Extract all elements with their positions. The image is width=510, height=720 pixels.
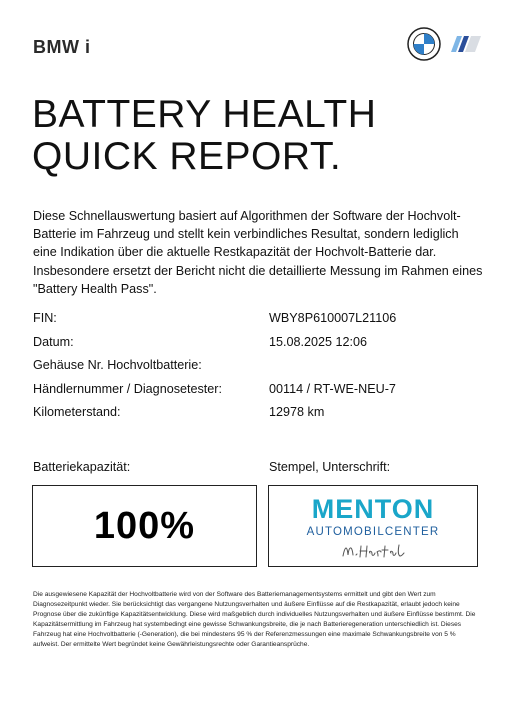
field-value: 12978 km [269, 405, 325, 419]
report-title-line-1: BATTERY HEALTH [32, 93, 377, 136]
field-value: 15.08.2025 12:06 [269, 334, 368, 349]
stamp-label: Stempel, Unterschrift: [269, 460, 391, 474]
bmw-i-stripes-icon [451, 36, 481, 52]
report-title-line-2: QUICK REPORT. [32, 135, 342, 178]
stamp-dealer-name: MENTON [311, 494, 435, 524]
field-label: Kilometerstand: [33, 405, 121, 419]
field-label: FIN: [33, 311, 57, 325]
dealer-stamp [268, 485, 478, 567]
field-label: Händlernummer / Diagnosetester: [33, 381, 222, 396]
field-row-fin [33, 311, 483, 335]
field-label: Gehäuse Nr. Hochvoltbatterie: [33, 358, 202, 372]
intro-paragraph: Diese Schnellauswertung basiert auf Algorithmen der Software der Hochvolt-Batterie im Fahrzeug und stellt kein verbindliches Resultat, sondern lediglich eine Indikation über die aktuelle Restkapazität der Hochvolt-Batterie dar. Insbesondere ersetzt der Bericht nicht die detaillierte Messung im Rahmen eines "Battery Health Pass". [33, 209, 483, 296]
legal-disclaimer: Die ausgewiesene Kapazität der Hochvoltbatterie wird von der Software des Batteriemanagementsystems ermittelt und gibt den Wert zum Diagnosezeitpunkt wieder. Sie berücksichtigt das vergangene Nutzungsverhalten und äußere Einflüsse auf die Restkapazität, erlaubt jedoch keine Prognose über die zukünftige Kapazitätsentwicklung. Diese wird maßgeblich durch individuelles Nutzungsverhalten und äußere Einflüsse bestimmt. Die Kapazitätsermittlung im Fahrzeug hat systembedingt eine gewisse Schwankungsbreite, die je nach Batterieregeneration unterschiedlich ist. Dieses Fahrzeug hat eine Hochvoltbatterie (-Generation), die bei mindestens 95 % der Referenzmessungen eine maximale Schwankungsbreite von 5 % aufweist. Der ermittelte Wert begründet keine Gewährleistungsrechte oder Garantieansprüche. [33, 591, 476, 648]
capacity-label: Batteriekapazität: [33, 460, 131, 474]
vehicle-fields [33, 311, 483, 429]
field-row-dealer [33, 382, 483, 406]
signature-image [339, 540, 429, 562]
capacity-box [32, 485, 257, 567]
field-row-date [33, 335, 483, 359]
stamp-dealer-subtitle: AUTOMOBILCENTER [306, 526, 440, 538]
report-title [32, 94, 376, 178]
field-row-housing-number [33, 358, 483, 382]
brand-name: BMW i [33, 37, 91, 57]
field-label: Datum: [33, 334, 74, 349]
capacity-value: 100% [93, 504, 196, 547]
field-value: 00114 / RT-WE-NEU-7 [269, 381, 396, 396]
field-row-mileage [33, 405, 483, 429]
field-value: WBY8P610007L21106 [269, 311, 397, 325]
bmw-roundel-icon [407, 27, 441, 61]
